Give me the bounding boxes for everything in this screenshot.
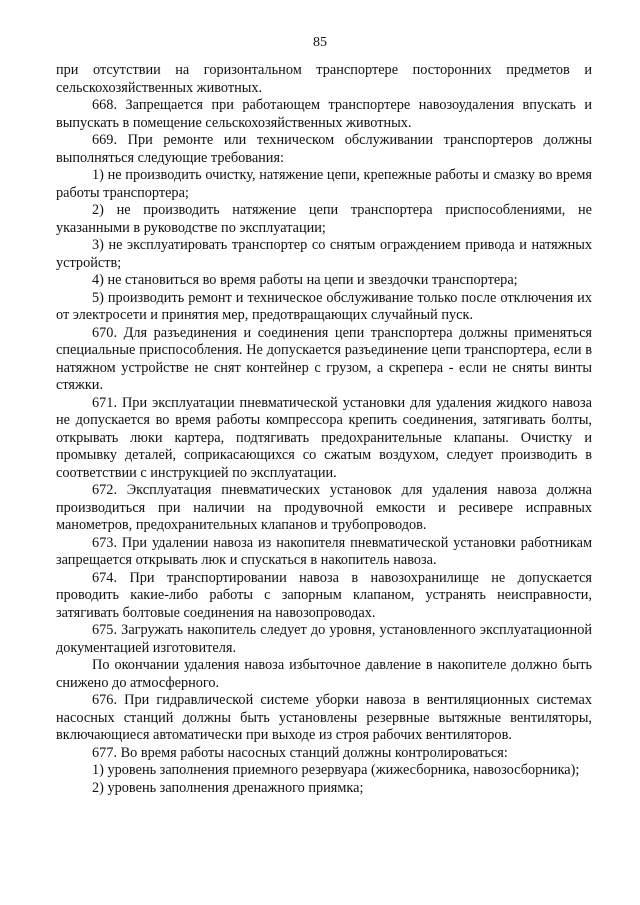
paragraph-continuation: при отсутствии на горизонтальном транспортере посторонних предметов и сельскохозяйственных животных.	[56, 62, 592, 96]
list-item-669-1: 1) не производить очистку, натяжение цепи, крепежные работы и смазку во время работы транспортера;	[56, 167, 592, 201]
list-item-669-5: 5) производить ремонт и техническое обслуживание только после отключения их от электросети и принятия мер, предотвращающих случайный пуск.	[56, 289, 592, 323]
paragraph-675: 675. Загружать накопитель следует до уровня, установленного эксплуатационной документацией изготовителя.	[56, 622, 592, 656]
paragraph-669: 669. При ремонте или техническом обслуживании транспортеров должны выполняться следующие требования:	[56, 132, 592, 166]
paragraph-670: 670. Для разъединения и соединения цепи транспортера должны применяться специальные приспособления. Не допускается разъединение цепи транспортера, если в натяжном устройстве не снят контейнер с грузом, а скрепера - если не сняты винты стяжки.	[56, 324, 592, 393]
paragraph-677: 677. Во время работы насосных станций должны контролироваться:	[92, 744, 508, 761]
document-body	[56, 62, 592, 797]
paragraph-676: 676. При гидравлической системе уборки навоза в вентиляционных системах насосных станций должны быть установлены резервные вытяжные вентиляторы, включающиеся автоматически при выходе из строя рабочих вентиляторов.	[56, 692, 592, 743]
paragraph-672: 672. Эксплуатация пневматических установок для удаления навоза должна производиться при наличии на продувочной емкости и ресивере исправных манометров, предохранительных клапанов и трубопроводов.	[56, 482, 592, 533]
paragraph-674: 674. При транспортировании навоза в навозохранилище не допускается проводить какие-либо работы с запорным клапаном, устранять неисправности, затягивать болтовые соединения на навозопроводах.	[56, 569, 592, 621]
paragraph-671: 671. При эксплуатации пневматической установки для удаления жидкого навоза не допускается во время работы компрессора крепить соединения, затягивать болты, открывать люки картера, подтягивать предохранительные клапаны. Очистку и промывку деталей, соприкасающихся со сжатым воздухом, следует производить в соответствии с инструкцией по эксплуатации.	[56, 394, 592, 481]
list-item-669-2: 2) не производить натяжение цепи транспортера приспособлениями, не указанными в руководстве по эксплуатации;	[56, 202, 592, 236]
paragraph-673: 673. При удалении навоза из накопителя пневматической установки работникам запрещается открывать люк и спускаться в накопитель навоза.	[56, 534, 592, 568]
list-item-669-3: 3) не эксплуатировать транспортер со снятым ограждением привода и натяжных устройств;	[56, 237, 592, 271]
list-item-669-4: 4) не становиться во время работы на цепи и звездочки транспортера;	[92, 272, 518, 288]
list-item-677-1: 1) уровень заполнения приемного резервуара (жижесборника, навозосборника);	[92, 762, 580, 778]
paragraph-668: 668. Запрещается при работающем транспортере навозоудаления впускать и выпускать в помещение сельскохозяйственных животных.	[56, 97, 592, 131]
paragraph-675-note: По окончании удаления навоза избыточное давление в накопителе должно быть снижено до атмосферного.	[56, 657, 592, 691]
list-item-677-2: 2) уровень заполнения дренажного приямка;	[92, 779, 364, 796]
page-number: 85	[313, 35, 327, 50]
